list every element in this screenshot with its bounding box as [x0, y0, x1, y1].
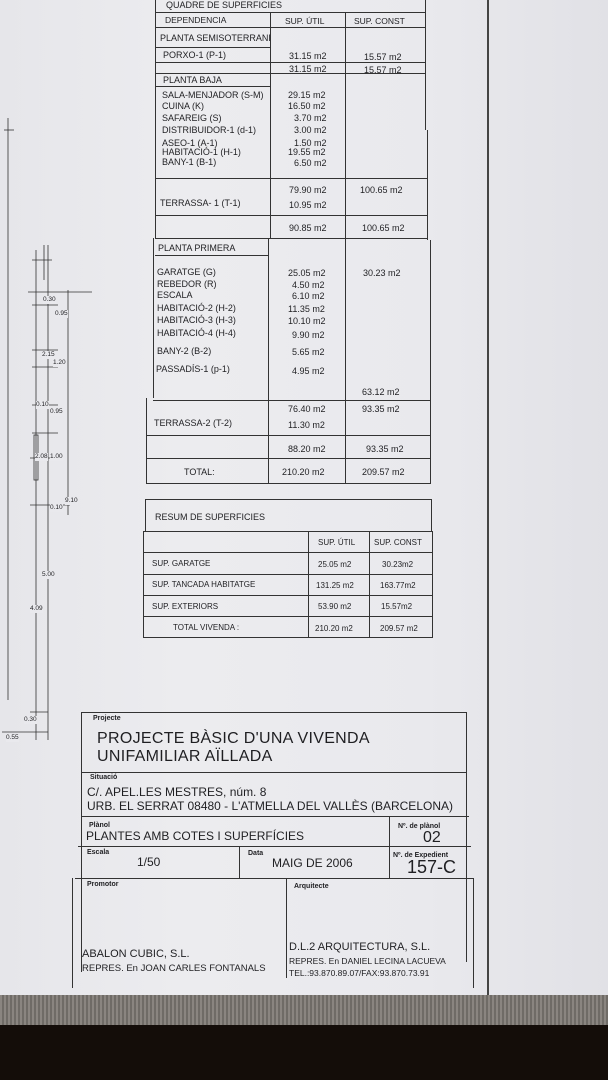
room-name: HABITACIÓ-1 (H-1) — [162, 147, 241, 157]
room-name: BANY-1 (B-1) — [162, 157, 217, 167]
room-util: 5.65 m2 — [292, 347, 325, 357]
room-util: 10.95 m2 — [289, 200, 327, 210]
promotor-repres: REPRES. En JOAN CARLES FONTANALS — [82, 963, 266, 974]
total-util: 90.85 m2 — [289, 223, 327, 233]
subtotal-util: 79.90 m2 — [289, 185, 327, 195]
dimension-label: 9.10 — [65, 497, 78, 504]
field-label: Plànol — [89, 822, 111, 829]
summary-util: 53.90 m2 — [318, 602, 352, 611]
grand-total-label: TOTAL: — [184, 467, 215, 477]
dimension-label: 0.95 — [50, 408, 63, 415]
room-name: CUINA (K) — [162, 101, 205, 111]
summary-label: SUP. EXTERIORS — [152, 602, 219, 611]
room-name: TERRASSA-2 (T-2) — [154, 418, 233, 428]
field-label: Situació — [90, 774, 118, 781]
room-util: 9.90 m2 — [292, 330, 325, 340]
room-util: 11.35 m2 — [288, 304, 325, 314]
total-const: 93.35 m2 — [366, 444, 404, 454]
room-util: 6.50 m2 — [294, 158, 327, 168]
column-header: SUP. CONST — [354, 16, 405, 26]
field-label: Nº. de plànol — [398, 823, 441, 830]
room-name: GARATGE (G) — [157, 267, 216, 277]
room-name: HABITACIÓ-2 (H-2) — [157, 303, 236, 313]
room-name: PORXO-1 (P-1) — [163, 50, 227, 60]
summary-const: 209.57 m2 — [380, 624, 418, 633]
dimension-label: 2.08 — [35, 453, 48, 460]
architect-name: D.L.2 ARQUITECTURA, S.L. — [289, 941, 431, 953]
field-label: Nº. de Expedient — [393, 852, 449, 859]
room-name: ESCALA — [157, 290, 193, 300]
section-title: PLANTA SEMISOTERRANI — [160, 33, 271, 43]
column-header: DEPENDENCIA — [165, 15, 227, 25]
room-name: HABITACIÓ-4 (H-4) — [157, 328, 236, 338]
grand-total-util: 210.20 m2 — [282, 467, 325, 477]
room-name: DISTRIBUIDOR-1 (d-1) — [162, 125, 257, 135]
desk-edge — [0, 995, 608, 1025]
dimension-lines — [0, 0, 110, 760]
summary-util: 131.25 m2 — [316, 581, 354, 590]
address-line: C/. APEL.LES MESTRES, núm. 8 — [87, 785, 267, 799]
room-name: SAFAREIG (S) — [162, 113, 222, 123]
room-util: 1.50 m2 — [294, 138, 327, 148]
dimension-label: 1.20 — [53, 359, 66, 366]
project-title: PROJECTE BÀSIC D'UNA VIVENDA — [97, 730, 370, 747]
summary-header: SUP. CONST — [374, 538, 422, 547]
field-label: Data — [248, 850, 264, 857]
dimension-label: 0.95 — [55, 310, 68, 317]
section-title: PLANTA PRIMERA — [158, 243, 236, 253]
room-util: 4.50 m2 — [292, 280, 325, 290]
room-name: HABITACIÓ-3 (H-3) — [157, 315, 236, 325]
room-name: SALA-MENJADOR (S-M) — [162, 90, 264, 100]
subtotal-util: 76.40 m2 — [288, 404, 326, 414]
address-line: URB. EL SERRAT 08480 - L'ATMELLA DEL VALLÈS (BARCELONA) — [87, 799, 453, 813]
promotor-name: ABALON CUBIC, S.L. — [82, 948, 190, 960]
room-util: 11.30 m2 — [288, 420, 325, 430]
dimension-label: 4.09 — [30, 605, 43, 612]
summary-const: 163.77m2 — [380, 581, 416, 590]
room-name: REBEDOR (R) — [157, 279, 217, 289]
garatge-const: 30.23 m2 — [363, 268, 401, 278]
dimension-label: 5.00 — [42, 571, 55, 578]
summary-label: TOTAL VIVENDA : — [173, 623, 240, 632]
field-label: Promotor — [87, 881, 119, 888]
table-title: QUADRE DE SUPERFICIES — [166, 0, 283, 10]
rest-const: 63.12 m2 — [362, 387, 400, 397]
room-util: 3.00 m2 — [294, 125, 327, 135]
summary-util: 210.20 m2 — [315, 624, 353, 633]
dimension-label: 0.10 — [36, 401, 49, 408]
room-util: 10.10 m2 — [288, 316, 326, 326]
field-label: Projecte — [93, 715, 121, 722]
plan-number: 02 — [423, 829, 441, 846]
room-util: 25.05 m2 — [288, 268, 326, 278]
room-util: 19.55 m2 — [288, 147, 326, 157]
sheet-frame-line — [487, 0, 489, 1000]
column-header: SUP. ÚTIL — [285, 16, 325, 26]
summary-label: SUP. TANCADA HABITATGE — [152, 580, 256, 589]
subtotal-const: 15.57 m2 — [364, 65, 402, 75]
dimension-label: 2.15 — [42, 351, 55, 358]
field-label: Escala — [87, 849, 110, 856]
dimension-label: 0.10 — [50, 504, 63, 511]
dimension-label: 0.30 — [24, 716, 37, 723]
grand-total-const: 209.57 m2 — [362, 467, 405, 477]
room-name: TERRASSA- 1 (T-1) — [160, 198, 241, 208]
room-util: 16.50 m2 — [288, 101, 326, 111]
dimension-label: 1.00 — [50, 453, 63, 460]
architect-phone: TEL.:93.870.89.07/FAX:93.870.73.91 — [289, 968, 430, 978]
summary-const: 15.57m2 — [381, 602, 413, 611]
summary-const: 30.23m2 — [382, 560, 414, 569]
field-label: Arquitecte — [294, 883, 329, 890]
architect-repres: REPRES. En DANIEL LECINA LACUEVA — [289, 956, 446, 966]
section-title: PLANTA BAJA — [163, 75, 222, 85]
subtotal-util: 31.15 m2 — [289, 64, 327, 74]
summary-title: RESUM DE SUPERFICIES — [155, 512, 266, 522]
room-util: 29.15 m2 — [288, 90, 326, 100]
summary-util: 25.05 m2 — [318, 560, 352, 569]
total-util: 88.20 m2 — [288, 444, 326, 454]
room-util: 3.70 m2 — [294, 113, 327, 123]
scale-value: 1/50 — [137, 855, 161, 869]
desk-surface — [0, 1025, 608, 1080]
plan-name: PLANTES AMB COTES I SUPERFÍCIES — [86, 829, 305, 843]
room-name: PASSADÍS-1 (p-1) — [156, 364, 230, 374]
dimension-label: 0.30 — [43, 296, 56, 303]
subtotal-const: 100.65 m2 — [360, 185, 403, 195]
summary-header: SUP. ÚTIL — [318, 538, 356, 547]
room-const: 15.57 m2 — [364, 52, 402, 62]
room-util: 4.95 m2 — [292, 366, 325, 376]
dimension-label: 0.55 — [6, 734, 19, 741]
room-util: 6.10 m2 — [292, 291, 325, 301]
subtotal-const: 93.35 m2 — [362, 404, 400, 414]
summary-label: SUP. GARATGE — [152, 559, 211, 568]
date-value: MAIG DE 2006 — [272, 856, 353, 870]
expedient-number: 157-C — [407, 857, 457, 877]
project-title: UNIFAMILIAR AÏLLADA — [97, 748, 273, 765]
total-const: 100.65 m2 — [362, 223, 405, 233]
room-name: BANY-2 (B-2) — [157, 346, 212, 356]
room-util: 31.15 m2 — [289, 51, 327, 61]
room-name: ASEO-1 (A-1) — [162, 138, 218, 148]
